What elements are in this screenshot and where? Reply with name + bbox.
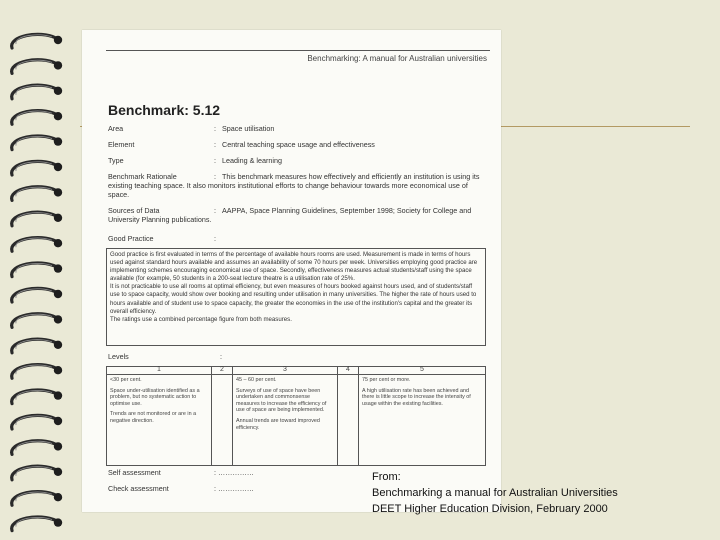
level-5-cell xyxy=(359,375,486,466)
field-label: Sources of Data xyxy=(108,206,160,215)
caption-line: Benchmarking a manual for Australian Universities xyxy=(372,487,618,499)
binding-hole xyxy=(54,366,62,374)
field-label: Good Practice xyxy=(108,234,154,243)
level-4-cell xyxy=(338,375,359,466)
levels-body-row xyxy=(107,375,486,466)
level-text: Annual trends are toward improved efficiency. xyxy=(236,417,320,431)
binding-hole xyxy=(54,36,62,44)
field-value: Leading & learning xyxy=(222,156,282,165)
benchmark-title: Benchmark: 5.12 xyxy=(108,102,221,118)
level-text: A high utilisation rate has been achieved and there is little scope to increase the intensity of usage within the existing facilities. xyxy=(362,387,471,407)
level-header: 3 xyxy=(233,367,338,375)
caption-line: DEET Higher Education Division, February 2000 xyxy=(372,503,608,515)
check-assessment-row: Check assessment : …………… xyxy=(108,484,254,493)
binding-hole xyxy=(54,315,62,323)
source-caption xyxy=(372,469,618,517)
document-header: Benchmarking: A manual for Australian universities xyxy=(307,54,487,63)
levels-heading: Levels : xyxy=(108,352,222,361)
level-1-cell xyxy=(107,375,212,466)
field-label: Area xyxy=(108,124,124,133)
binding-hole xyxy=(54,493,62,501)
level-header: 1 xyxy=(107,367,212,375)
field-value: This benchmark measures how effectively and efficiently an institution is using its existing teaching space. It also monitors institutional efforts to change behaviour towards more economical use of space. xyxy=(108,172,480,199)
binding-hole xyxy=(54,391,62,399)
binding-hole xyxy=(54,61,62,69)
levels-table xyxy=(106,366,486,466)
caption-line: From: xyxy=(372,471,401,483)
binding-hole xyxy=(54,417,62,425)
self-assessment-row: Self assessment : …………… xyxy=(108,468,254,477)
binding-hole xyxy=(54,264,62,272)
level-text: Surveys of use of space have been undertaken and commonsense measures to increase the efficiency of use of space are being implemented. xyxy=(236,387,327,414)
field-value: Central teaching space usage and effectiveness xyxy=(222,140,375,149)
level-3-cell xyxy=(233,375,338,466)
binding-hole xyxy=(54,188,62,196)
good-practice-paragraph: It is not practicable to use all rooms at optimal efficiency, but even measures of hours booked against hours used, and of students/staff use to space capacity, would show over booking and resulting under utilisation in many universities. The higher the rate of hours used to hours available and of student use to space capacity, the greater the economies in the use of the institution's capital and the greater its overall efficiency. xyxy=(110,283,477,315)
field-label: Benchmark Rationale xyxy=(108,172,177,181)
level-header: 5 xyxy=(359,367,486,375)
good-practice-paragraph: Good practice is first evaluated in terms of the percentage of available hours rooms are used. Measurement is made in terms of hours used against standard hours available and assumes an availability of some 70 hours per week. Universities employing good practice are implementing schemes encouraging economical use of space. Secondly, effectiveness measures actual students/staff using the space available (for example, 50 students in a 200-seat lecture theatre is a utilisation rate of 25%. xyxy=(110,251,478,283)
level-text: 75 per cent or more. xyxy=(362,377,411,383)
level-text: 45 – 60 per cent. xyxy=(236,377,277,383)
field-value: Space utilisation xyxy=(222,124,275,133)
field-area: Area : Space utilisation xyxy=(108,124,275,133)
field-type: Type : Leading & learning xyxy=(108,156,282,165)
scanned-document-page xyxy=(82,30,501,512)
binding-hole xyxy=(54,290,62,298)
levels-label-text: Levels xyxy=(108,352,129,361)
level-text: Trends are not monitored or are in a negative direction. xyxy=(110,411,197,424)
field-element: Element : Central teaching space usage and effectiveness xyxy=(108,140,375,149)
good-practice-box xyxy=(106,248,486,346)
good-practice-heading: Good Practice : xyxy=(108,234,216,243)
binding-hole xyxy=(54,87,62,95)
binding-hole xyxy=(54,137,62,145)
level-2-cell xyxy=(212,375,233,466)
binding-hole xyxy=(54,163,62,171)
field-label: Element xyxy=(108,140,135,149)
binding-hole xyxy=(54,442,62,450)
spiral-binding xyxy=(0,0,80,540)
field-rationale: Benchmark Rationale : This benchmark measures how effectively and efficiently an institution is using its existing teaching space. It also monitors institutional efforts to change behaviour towards more economical use of space. xyxy=(108,172,480,199)
assessment-value: …………… xyxy=(218,468,254,477)
field-sources: Sources of Data : AAPPA, Space Planning Guidelines, September 1998; Society for College and University Planning publications. xyxy=(108,206,472,224)
assessment-label: Self assessment xyxy=(108,468,161,477)
header-rule xyxy=(106,50,490,51)
level-text: Space under-utilisation identified as a problem, but no systematic action to optimise use. xyxy=(110,387,200,407)
levels-header-row xyxy=(107,367,486,375)
field-label: Type xyxy=(108,156,124,165)
good-practice-paragraph: The ratings use a combined percentage figure from both measures. xyxy=(110,315,292,323)
binding-hole xyxy=(54,468,62,476)
binding-hole xyxy=(54,518,62,526)
binding-hole xyxy=(54,214,62,222)
binding-hole xyxy=(54,112,62,120)
field-value: AAPPA, Space Planning Guidelines, September 1998; Society for College and University Planning publications. xyxy=(108,206,472,224)
level-header: 2 xyxy=(212,367,233,375)
assessment-label: Check assessment xyxy=(108,484,169,493)
level-text: <30 per cent. xyxy=(110,377,142,383)
level-header: 4 xyxy=(338,367,359,375)
binding-hole xyxy=(54,239,62,247)
binding-hole xyxy=(54,341,62,349)
assessment-value: …………… xyxy=(218,484,254,493)
